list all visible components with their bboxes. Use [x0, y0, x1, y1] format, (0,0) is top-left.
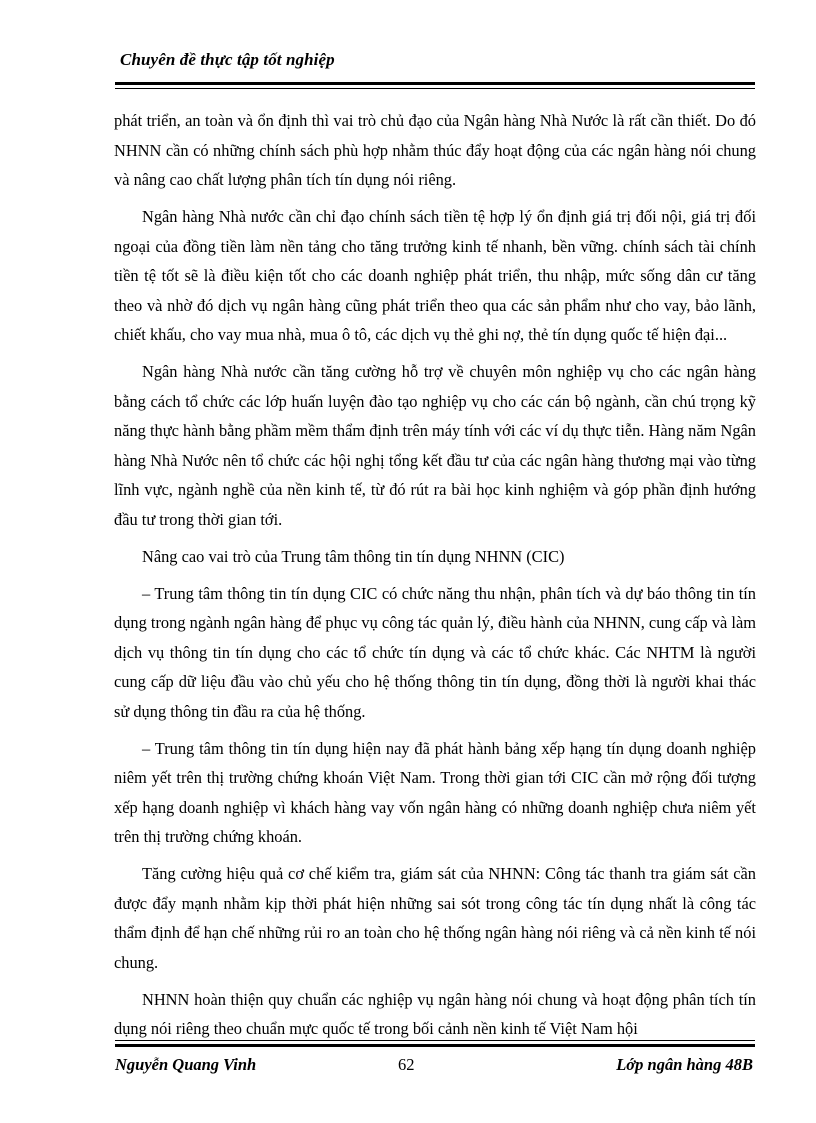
body-paragraph-5: – Trung tâm thông tin tín dụng CIC có chức năng thu nhận, phân tích và dự báo thông tin tín dụng trong ngành ngân hàng để phục vụ công tác quản lý, điều hành của NHNN, cung cấp và làm dịch vụ thông tin tín dụng cho các tổ chức tín dụng và các tổ chức khác. Các NHTM là người cung cấp dữ liệu đầu vào chủ yếu cho hệ thống thông tin tín dụng, đồng thời là người khai thác sử dụng thông tin đầu ra của hệ thống. [114, 583, 756, 721]
header-divider-thin [115, 88, 755, 89]
page-header-title: Chuyên đề thực tập tốt nghiệp [120, 50, 335, 69]
body-paragraph-3: Ngân hàng Nhà nước cần tăng cường hỗ trợ về chuyên môn nghiệp vụ cho các ngân hàng bằng cách tổ chức các lớp huấn luyện đào tạo nghiệp vụ cho các cán bộ ngành, cần chú trọng kỹ năng thực hành bằng phầm mềm thẩm định trên máy tính với các ví dụ thực tiễn. Hàng năm Ngân hàng Nhà Nước nên tổ chức các hội nghị tổng kết đầu tư của các ngân hàng thương mại vào từng lĩnh vực, ngành nghề của nền kinh tế, từ đó rút ra bài học kinh nghiệm và góp phần định hướng đầu tư trong thời gian tới. [114, 362, 756, 529]
document-body [114, 106, 756, 1051]
body-paragraph-2: Ngân hàng Nhà nước cần chỉ đạo chính sách tiền tệ hợp lý ổn định giá trị đối nội, giá trị đối ngoại của đồng tiền làm nền tảng cho tăng trưởng kinh tế nhanh, bền vững. chính sách tài chính tiền tệ tốt sẽ là điều kiện tốt cho các doanh nghiệp phát triển, thu nhập, mức sống dân cư tăng theo và nhờ đó dịch vụ ngân hàng cũng phát triển theo qua các sản phẩm như cho vay, bảo lãnh, chiết khấu, cho vay mua nhà, mua ô tô, các dịch vụ thẻ ghi nợ, thẻ tín dụng quốc tế hiện đại... [114, 207, 756, 344]
header-divider-thick [115, 82, 755, 85]
footer-class-name: Lớp ngân hàng 48B [616, 1055, 753, 1074]
footer-divider-thick [115, 1044, 755, 1047]
footer-divider-thin [115, 1040, 755, 1041]
body-paragraph-1: phát triển, an toàn và ổn định thì vai trò chủ đạo của Ngân hàng Nhà Nước là rất cần thiết. Do đó NHNN cần có những chính sách phù hợp nhằm thúc đẩy hoạt động của các ngân hàng nói chung và nâng cao chất lượng phân tích tín dụng nói riêng. [114, 111, 756, 189]
footer-author: Nguyễn Quang Vinh [115, 1055, 257, 1074]
page-number: 62 [398, 1055, 415, 1074]
body-paragraph-6: – Trung tâm thông tin tín dụng hiện nay đã phát hành bảng xếp hạng tín dụng doanh nghiệp niêm yết trên thị trường chứng khoán Việt Nam. Trong thời gian tới CIC cần mở rộng đối tượng xếp hạng doanh nghiệp vì khách hàng vay vốn ngân hàng có những doanh nghiệp chưa niêm yết trên thị trường chứng khoán. [114, 738, 756, 846]
body-paragraph-8: NHNN hoàn thiện quy chuẩn các nghiệp vụ ngân hàng nói chung và hoạt động phân tích tín dụng nói riêng theo chuẩn mực quốc tế trong bối cảnh nền kinh tế Việt Nam hội [114, 989, 756, 1038]
body-paragraph-7: Tăng cường hiệu quả cơ chế kiểm tra, giám sát của NHNN: Công tác thanh tra giám sát cần được đẩy mạnh nhằm kịp thời phát hiện những sai sót trong công tác tín dụng nhất là công tác thẩm định để hạn chế những rủi ro an toàn cho hệ thống ngân hàng nói riêng và cả nền kinh tế nói chung. [114, 864, 756, 972]
body-paragraph-4: Nâng cao vai trò của Trung tâm thông tin tín dụng NHNN (CIC) [142, 546, 565, 566]
